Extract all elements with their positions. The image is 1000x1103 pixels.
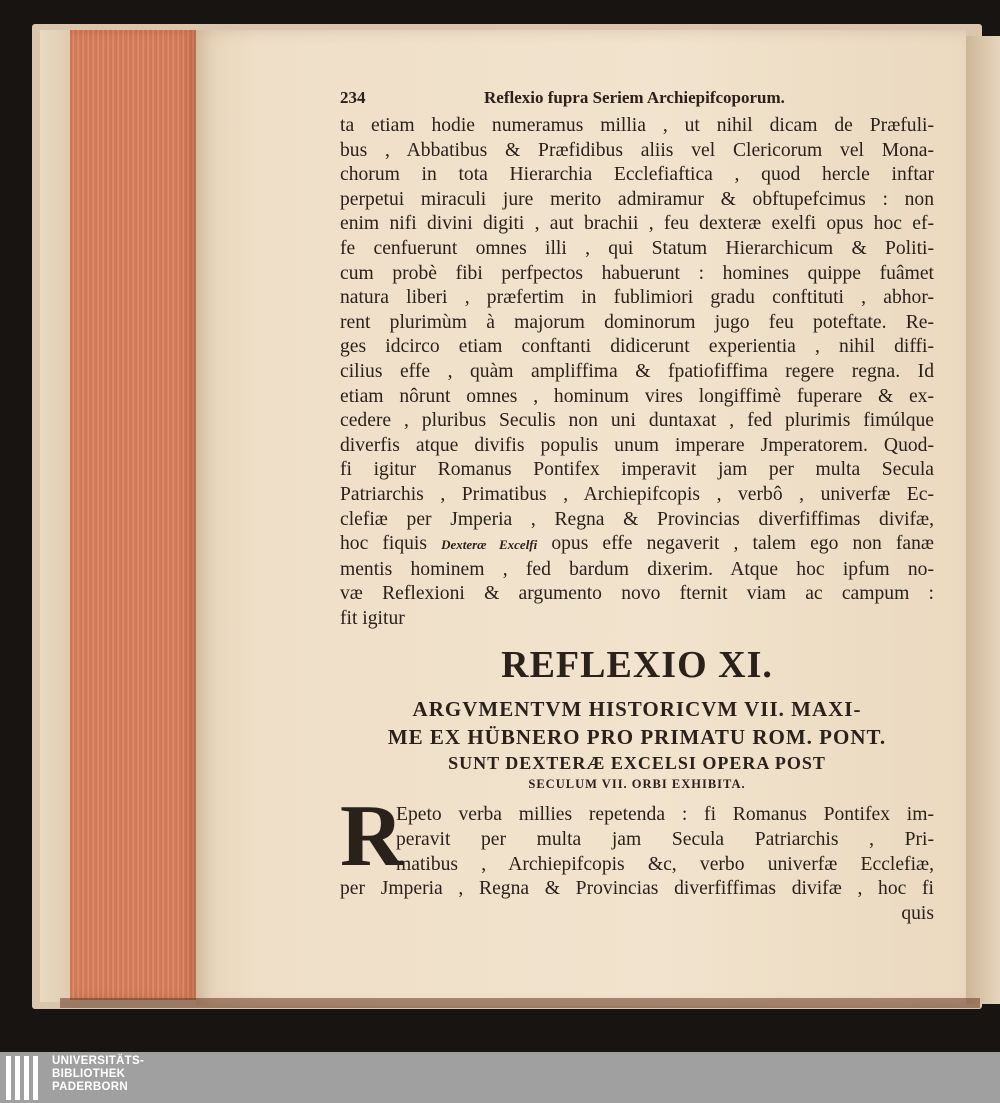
library-name-line: UNIVERSITÄTS-	[52, 1055, 145, 1067]
text-line: cilius effe , quàm ampliffima & fpatiofiffima regere regna. Id	[340, 360, 934, 382]
section-title: REFLEXIO XI.	[501, 644, 773, 687]
library-name-line: PADERBORN	[52, 1081, 128, 1093]
text-line: per Jmperia , Regna & Provincias diverfiffimas divifæ , hoc fi	[340, 878, 934, 900]
text-line: peravit per multa jam Secula Patriarchis , Pri-	[396, 829, 934, 851]
text-line: perpetui miraculi jure merito admiramur & obftupefcimus : non	[340, 188, 934, 210]
page-shadow	[60, 998, 980, 1008]
section-subtitle: ARGVMENTVM HISTORICVM VII. MAXI-	[412, 697, 862, 722]
text-line: natura liberi , præfertim in fublimiori gradu conftituti , abhor-	[340, 287, 934, 309]
text-line-italic-phrase	[340, 532, 934, 558]
text-line: chorum in tota Hierarchia Ecclefiaftica , quod hercle inftar	[340, 164, 934, 186]
text-line: fit igitur	[340, 607, 405, 629]
text-fragment: opus effe negaverit , talem ego non fanæ	[551, 533, 934, 555]
drop-cap: R	[340, 788, 404, 886]
text-line: fe cenfuerunt omnes illi , qui Statum Hierarchicum & Politi-	[340, 237, 934, 259]
page-header	[340, 84, 934, 114]
text-line: væ Reflexioni & argumento novo fternit viam ac campum :	[340, 583, 934, 605]
library-name	[52, 1055, 144, 1094]
body-paragraph	[340, 114, 934, 631]
library-logo-icon	[6, 1056, 46, 1100]
text-fragment: hoc fiquis	[340, 533, 427, 555]
running-head: Reflexio fupra Seriem Archiepifcoporum.	[484, 88, 785, 107]
opposite-page-edge	[966, 36, 1000, 1004]
italic-phrase: Dexteræ Excelfi	[441, 537, 538, 553]
page-text	[340, 84, 934, 926]
text-line: fi igitur Romanus Pontifex imperavit jam per multa Secula	[340, 459, 934, 481]
text-line: enim nifi divini digiti , aut brachii , feu dexteræ exelfi opus hoc ef-	[340, 213, 934, 235]
text-line: Patriarchis , Primatibus , Archiepifcopis , verbô , univerfæ Ec-	[340, 483, 934, 505]
text-line: mentis hominem , fed bardum dixerim. Atque hoc ipfum no-	[340, 558, 934, 580]
page-block-edge	[70, 30, 196, 1000]
text-line: ges idcirco etiam conftanti didicerunt experientia , nihil diffi-	[340, 336, 934, 358]
library-footer-bar	[0, 1052, 1000, 1103]
section-subtitle: ME EX HÜBNERO PRO PRIMATU ROM. PONT.	[387, 725, 887, 750]
catchword: quis	[901, 902, 934, 924]
section-subtitle: SUNT DEXTERÆ EXCELSI OPERA POST	[448, 753, 826, 774]
text-line: cedere , pluribus Seculis non uni duntaxat , fed plurimis fimúlque	[340, 410, 934, 432]
text-line: diverfis atque divifis populis unum imperare Jmperatorem. Quod-	[340, 434, 934, 456]
text-line: clefiæ per Jmperia , Regna & Provincias diverfiffimas divifæ,	[340, 508, 934, 530]
body-paragraph	[340, 788, 934, 926]
text-line: rent plurimùm à majorum dominorum jugo feu poteftate. Re-	[340, 311, 934, 333]
text-line: matibus , Archiepifcopis &c, verbo univerfæ Ecclefiæ,	[396, 853, 934, 875]
text-line: bus , Abbatibus & Præfidibus aliis vel Clericorum vel Mona-	[340, 139, 934, 161]
text-line: ta etiam hodie numeramus millia , ut nihil dicam de Præfuli-	[340, 115, 934, 136]
section-subtitle: SECULUM VII. ORBI EXHIBITA.	[528, 777, 746, 792]
library-name-line: BIBLIOTHEK	[52, 1068, 126, 1080]
text-line: Epeto verba millies repetenda : fi Romanus Pontifex im-	[396, 804, 934, 826]
text-line: etiam nôrunt omnes , hominum vires longiffimè fuperare & ex-	[340, 385, 934, 407]
page-number: 234	[340, 88, 366, 107]
text-line: cum probè fibi perfpectos habuerunt : homines quippe fuâmet	[340, 262, 934, 284]
